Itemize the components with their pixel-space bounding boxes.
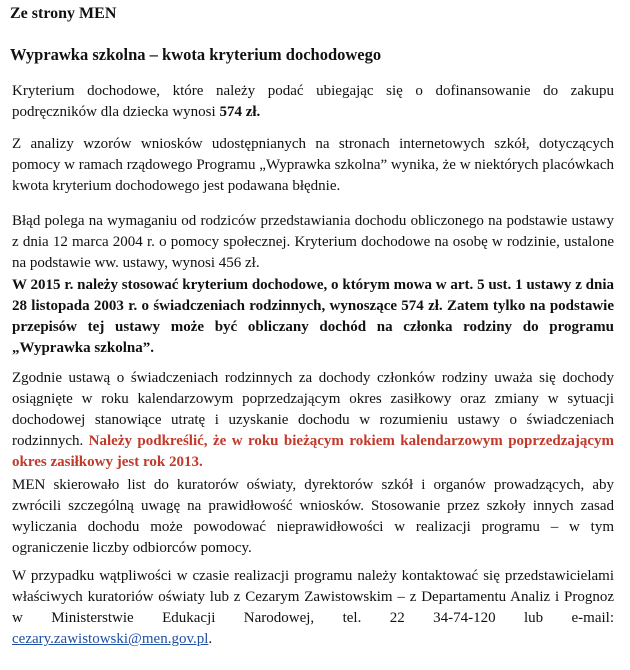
- income-amount: 574 zł.: [219, 104, 261, 120]
- paragraph-end: .: [208, 631, 213, 647]
- paragraph-letter: MEN skierowało list do kuratorów oświaty, dyrektorów szkół i organów prowadzących, aby zwrócili szczególną uwagę na prawidłowość wniosków. Stosowanie przez szkoły innych zasad wyliczania dochodu może powodować nieprawidłowości w realizacji programu – w tym ograniczenie liczby odbiorców pomocy.: [12, 477, 614, 556]
- paragraph-2015-rule: W 2015 r. należy stosować kryterium dochodowe, o którym mowa w art. 5 ust. 1 ustawy z dnia 28 listopada 2003 r. o świadczeniach rodzinnych, wynoszące 574 zł. Zatem tylko na podstawie przepisów tej ustawy może być obliczany dochód na członka rodziny do programu „Wyprawka szkolna”.: [12, 277, 614, 356]
- paragraph-contact: [12, 566, 614, 650]
- article-title: Wyprawka szkolna – kwota kryterium dochodowego: [10, 45, 382, 64]
- paragraph-text: W przypadku wątpliwości w czasie realizacji programu należy kontaktować się przedstawicielami właściwych kuratoriów oświaty lub z Cezarym Zawistowskim – z Departamentu Analiz i Prognoz w Ministerstwie Edukacji Narodowej, tel. 22 34-74-120 lub e-mail:: [12, 568, 614, 626]
- email-link[interactable]: cezary.zawistowski@men.gov.pl: [12, 631, 209, 647]
- paragraph-income-criterion: [12, 81, 614, 123]
- paragraph-text: Zgodnie ustawą o świadczeniach rodzinnych za dochody członków rodziny uważa się dochody osiągnięte w roku kalendarzowym poprzedzającym okres zasiłkowy oraz zmiany w sytuacji dochodowej stanowiące utratę i uzyskanie dochodu w rozumieniu ustawy o świadczeniach rodzinnych.: [12, 370, 614, 449]
- paragraph-text: Kryterium dochodowe, które należy podać ubiegając się o dofinansowanie do zakupu podręczników dla dziecka wynosi: [12, 83, 614, 120]
- paragraph-analysis: Z analizy wzorów wniosków udostępnianych na stronach internetowych szkół, dotyczących pomocy w ramach rządowego Programu „Wyprawka szkolna” wynika, że w niektórych placówkach kwota kryterium dochodowego jest podawana błędnie.: [12, 136, 614, 194]
- paragraph-error: Błąd polega na wymaganiu od rodziców przedstawiania dochodu obliczonego na podstawie ustawy z dnia 12 marca 2004 r. o pomocy społecznej. Kryterium dochodowe na osobę w rodzinie, ustalone na podstawie ww. ustawy, wynosi 456 zł.: [12, 213, 614, 271]
- highlighted-note: Należy podkreślić, że w roku bieżącym rokiem kalendarzowym poprzedzającym okres zasiłkowy jest rok 2013.: [12, 433, 615, 470]
- paragraph-family-income: [12, 368, 614, 473]
- source-label: Ze strony MEN: [10, 5, 117, 22]
